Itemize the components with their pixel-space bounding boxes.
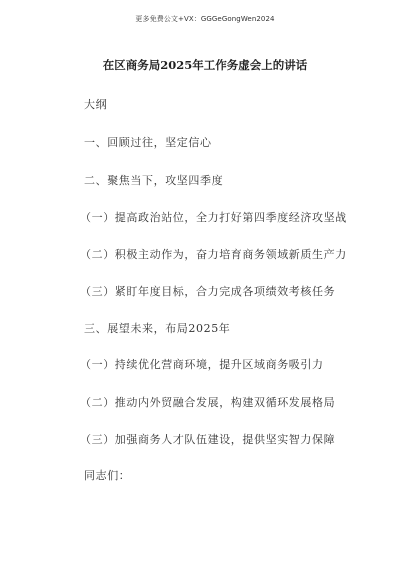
outline-item-1: 一、回顾过往，坚定信心 xyxy=(84,136,212,149)
outline-subitem-2-2: （二）积极主动作为，奋力培育商务领域新质生产力 xyxy=(80,248,347,261)
outline-subitem-3-2: （二）推动内外贸融合发展，构建双循环发展格局 xyxy=(80,396,336,409)
outline-subitem-3-1: （一）持续优化营商环境，提升区域商务吸引力 xyxy=(80,358,324,371)
outline-subitem-3-3: （三）加强商务人才队伍建设，提供坚实智力保障 xyxy=(80,433,336,446)
outline-item-2: 二、聚焦当下，攻坚四季度 xyxy=(84,174,224,187)
outline-heading: 大纲 xyxy=(84,98,108,111)
salutation: 同志们： xyxy=(84,469,131,482)
outline-subitem-2-3: （三）紧盯年度目标，合力完成各项绩效考核任务 xyxy=(80,285,336,298)
document-title: 在区商务局2025年工作务虚会上的讲话 xyxy=(102,58,308,72)
outline-item-3: 三、展望未来，布局2025年 xyxy=(84,322,231,335)
outline-subitem-2-1: （一）提高政治站位，全力打好第四季度经济攻坚战 xyxy=(80,211,347,224)
header-note: 更多免费公文+VX：GGGeGongWen2024 xyxy=(135,15,275,23)
